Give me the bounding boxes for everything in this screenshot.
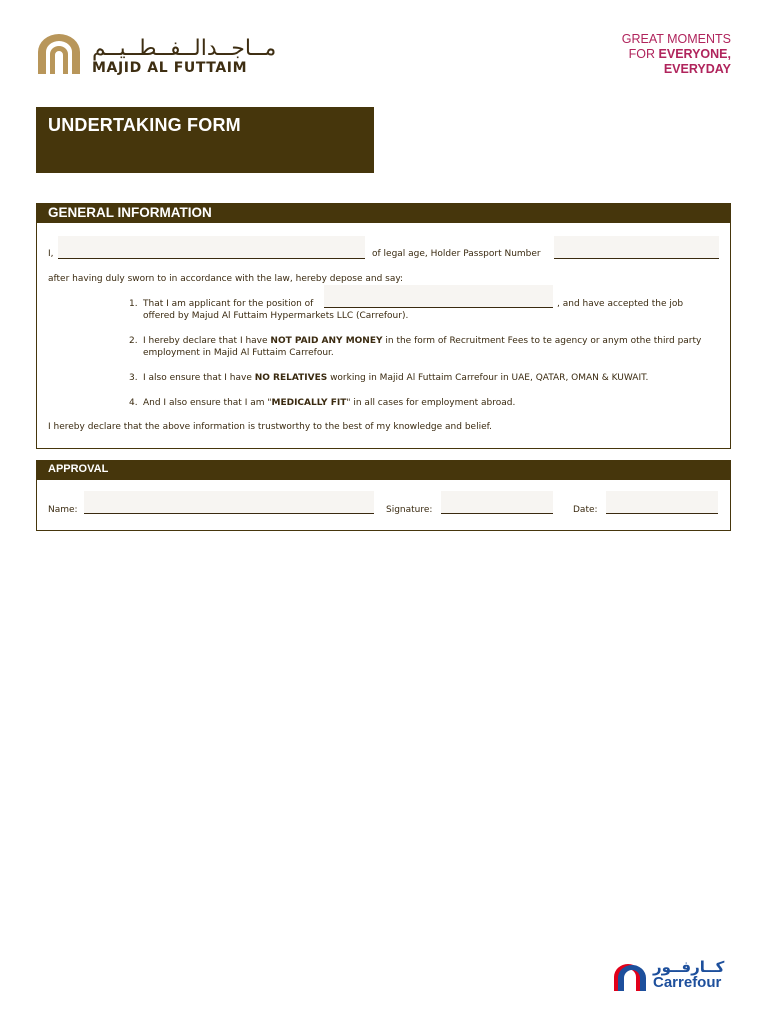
item-2-line-2: employment in Majid Al Futtaim Carrefour.	[143, 348, 334, 358]
title-box	[36, 107, 374, 173]
approval-heading: APPROVAL	[48, 463, 109, 475]
general-information-heading: GENERAL INFORMATION	[48, 205, 212, 220]
item-2-number: 2.	[129, 336, 138, 346]
line1-prefix: I,	[48, 249, 54, 259]
name-field[interactable]	[84, 491, 374, 514]
item-3-line: I also ensure that I have NO RELATIVES working in Majid Al Futtaim Carrefour in UAE, QATAR, OMAN & KUWAIT.	[143, 373, 649, 383]
tagline-line-1: GREAT MOMENTS	[621, 32, 731, 46]
tagline-line-2	[622, 47, 731, 62]
item-1-text-b: , and have accepted the job	[557, 299, 684, 309]
carrefour-latin-text: Carrefour	[653, 974, 722, 991]
tagline-line-2-prefix: FOR	[628, 47, 659, 61]
item-1-text-a: That I am applicant for the position of	[143, 299, 314, 309]
line1-mid: of legal age, Holder Passport Number	[372, 249, 541, 259]
general-information-section	[36, 223, 731, 449]
item-1-text-c: offered by Majud Al Futtaim Hypermarkets LLC (Carrefour).	[143, 311, 409, 321]
approval-header	[36, 460, 731, 480]
item-4-number: 4.	[129, 398, 138, 408]
page-title: UNDERTAKING FORM	[48, 115, 241, 135]
tagline-line-2-strong: EVERYONE,	[658, 47, 731, 61]
declaration-text: I hereby declare that the above information is trustworthy to the best of my knowledge and belief.	[48, 422, 492, 432]
signature-field[interactable]	[441, 491, 553, 514]
logo-latin-text: MAJID AL FUTTAIM	[92, 60, 248, 76]
date-field[interactable]	[606, 491, 718, 514]
approval-section	[36, 480, 731, 531]
logo-arabic-text: مــاجــدالــفــطــيــم	[92, 36, 277, 61]
general-information-header	[36, 203, 731, 223]
tagline-line-3: EVERYDAY	[663, 62, 731, 76]
item-1-number: 1.	[129, 299, 138, 309]
name-label: Name:	[48, 505, 78, 515]
majid-al-futtaim-logo-icon	[36, 34, 82, 74]
item-2-line-1: I hereby declare that I have NOT PAID ANY MONEY in the form of Recruitment Fees to te agency or anym othe third party	[143, 336, 702, 346]
tagline	[622, 32, 731, 77]
carrefour-arabic-text: كــارفــور	[653, 958, 725, 976]
signature-label: Signature:	[386, 505, 433, 515]
sworn-statement: after having duly sworn to in accordance with the law, hereby depose and say:	[48, 274, 404, 284]
date-label: Date:	[573, 505, 598, 515]
passport-number-field[interactable]	[554, 236, 719, 259]
carrefour-logo-icon	[613, 963, 647, 991]
item-3-number: 3.	[129, 373, 138, 383]
full-name-field[interactable]	[58, 236, 365, 259]
position-field[interactable]	[324, 285, 553, 308]
item-4-line: And I also ensure that I am "MEDICALLY FIT" in all cases for employment abroad.	[143, 398, 516, 408]
